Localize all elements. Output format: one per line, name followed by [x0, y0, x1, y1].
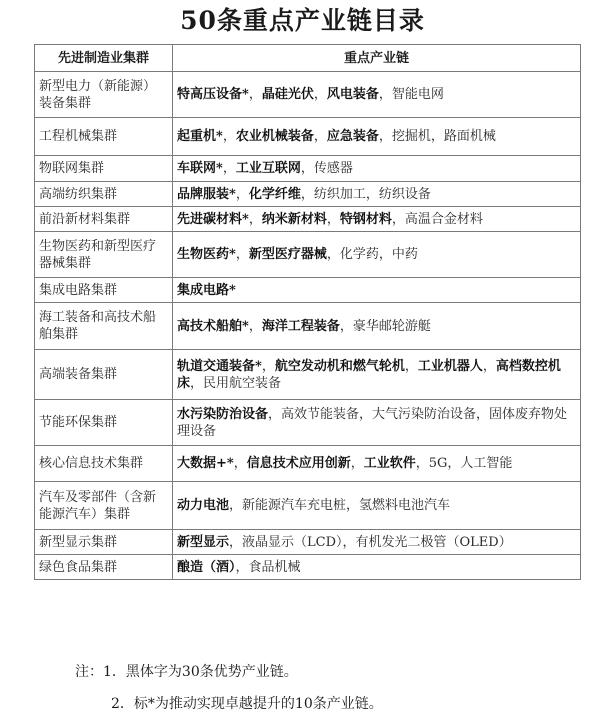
- bold-chain-text: 新型显示: [177, 534, 230, 550]
- chain-text: ，5G，人工智能: [415, 456, 513, 471]
- bold-chain-text: 高档数控机床: [177, 358, 561, 391]
- chain-text: ，豪华邮轮游艇: [339, 318, 431, 334]
- table-row: [35, 72, 581, 118]
- document-title: 50条重点产业链目录: [180, 6, 425, 35]
- cluster-cell: 新型电力（新能源）装备集群: [35, 72, 173, 118]
- table-row: [35, 555, 581, 580]
- cluster-cell: 集成电路集群: [35, 278, 173, 303]
- bold-chain-text: 晶硅光伏: [261, 87, 314, 102]
- bold-chain-text: 集成电路*: [177, 282, 236, 298]
- chain-text: ，: [222, 161, 236, 176]
- cluster-cell: 汽车及零部件（含新能源汽车）集群: [35, 482, 173, 530]
- chain-cell: [173, 530, 581, 555]
- bold-chain-text: 车联网*: [177, 161, 223, 176]
- chain-text: ，民用航空装备: [190, 375, 282, 391]
- table-row: [35, 182, 581, 207]
- table-row: [35, 232, 581, 278]
- bold-chain-text: 风电装备: [326, 87, 379, 102]
- bold-chain-text: 品牌服装*: [177, 186, 236, 202]
- bold-chain-text: 起重机*: [177, 129, 223, 144]
- industry-chain-table: [34, 44, 581, 580]
- chain-cell: [173, 156, 581, 182]
- bold-chain-text: 动力电池: [177, 498, 230, 513]
- chain-cell: [173, 350, 581, 400]
- cluster-cell: 物联网集群: [35, 156, 173, 182]
- cluster-cell: 前沿新材料集群: [35, 207, 173, 232]
- bold-chain-text: 先进碳材料*: [177, 211, 249, 227]
- chain-text: ，: [313, 87, 327, 102]
- bold-chain-text: 特高压设备*: [177, 87, 249, 102]
- bold-chain-text: 工业互联网: [235, 161, 301, 176]
- cluster-cell: 生物医药和新型医疗器械集群: [35, 232, 173, 278]
- table-row: [35, 303, 581, 350]
- note-2: 2．标*为推动实现卓越提升的10条产业链。: [111, 696, 383, 712]
- chain-cell: [173, 232, 581, 278]
- table-row: [35, 446, 581, 482]
- chain-cell: [173, 303, 581, 350]
- bold-chain-text: 酿造（酒）: [177, 559, 236, 575]
- bold-chain-text: 农业机械装备: [235, 129, 314, 144]
- chain-text: ，: [261, 358, 275, 374]
- cluster-cell: 海工装备和高技术船舶集群: [35, 303, 173, 350]
- chain-text: ，: [248, 87, 262, 102]
- chain-text: ，: [235, 247, 249, 262]
- chain-text: ，: [248, 318, 262, 334]
- bold-chain-text: 新型医疗器械: [248, 247, 327, 262]
- chain-cell: [173, 207, 581, 232]
- chain-text: ，: [404, 358, 418, 374]
- chain-text: ，液晶显示（LCD），有机发光二极管（OLED）: [229, 534, 512, 550]
- chain-text: ，: [350, 456, 364, 471]
- chain-cell: [173, 182, 581, 207]
- chain-text: ，新能源汽车充电桩，氢燃料电池汽车: [229, 498, 451, 513]
- chain-text: ，: [235, 186, 249, 202]
- bold-chain-text: 应急装备: [326, 129, 379, 144]
- table-row: [35, 482, 581, 530]
- cluster-cell: 核心信息技术集群: [35, 446, 173, 482]
- chain-cell: [173, 72, 581, 118]
- bold-chain-text: 化学纤维: [248, 186, 301, 202]
- chain-cell: [173, 278, 581, 303]
- header-chain: 重点产业链: [173, 45, 581, 72]
- table-row: [35, 156, 581, 182]
- chain-text: ，: [222, 129, 236, 144]
- chain-cell: [173, 118, 581, 156]
- bold-chain-text: 轨道交通装备*: [177, 358, 262, 374]
- chain-cell: [173, 555, 581, 580]
- chain-cell: [173, 482, 581, 530]
- bold-chain-text: 工业软件: [363, 456, 416, 471]
- chain-cell: [173, 400, 581, 446]
- table-header-row: [35, 45, 581, 72]
- chain-text: ，: [326, 211, 340, 227]
- chain-cell: [173, 446, 581, 482]
- bold-chain-text: 生物医药*: [177, 247, 236, 262]
- chain-text: ，: [313, 129, 327, 144]
- chain-text: ，纺织加工，纺织设备: [300, 186, 431, 202]
- chain-text: ，传感器: [300, 161, 353, 176]
- bold-chain-text: 信息技术应用创新: [246, 456, 351, 471]
- chain-text: ，: [482, 358, 496, 374]
- bold-chain-text: 工业机器人: [417, 358, 483, 374]
- cluster-cell: 工程机械集群: [35, 118, 173, 156]
- cluster-cell: 高端装备集群: [35, 350, 173, 400]
- table-row: [35, 118, 581, 156]
- cluster-cell: 绿色食品集群: [35, 555, 173, 580]
- table-row: [35, 207, 581, 232]
- bold-chain-text: 高技术船舶*: [177, 318, 249, 334]
- cluster-cell: 高端纺织集群: [35, 182, 173, 207]
- note-1: 注：1．黑体字为30条优势产业链。: [75, 664, 298, 680]
- table-row: [35, 278, 581, 303]
- bold-chain-text: 特钢材料: [339, 211, 392, 227]
- cluster-cell: 节能环保集群: [35, 400, 173, 446]
- bold-chain-text: 大数据+*: [177, 456, 234, 471]
- chain-text: ，高温合金材料: [391, 211, 483, 227]
- chain-text: ，化学药，中药: [326, 247, 418, 262]
- table-row: [35, 400, 581, 446]
- chain-text: ，食品机械: [235, 559, 301, 575]
- bold-chain-text: 海洋工程装备: [261, 318, 340, 334]
- chain-text: ，: [248, 211, 262, 227]
- cluster-cell: 新型显示集群: [35, 530, 173, 555]
- chain-text: ，挖掘机，路面机械: [378, 129, 496, 144]
- chain-text: ，智能电网: [378, 87, 444, 102]
- bold-chain-text: 航空发动机和燃气轮机: [274, 358, 405, 374]
- bold-chain-text: 水污染防治设备: [177, 406, 269, 422]
- header-cluster: 先进制造业集群: [35, 45, 173, 72]
- bold-chain-text: 纳米新材料: [261, 211, 327, 227]
- table-row: [35, 530, 581, 555]
- table-row: [35, 350, 581, 400]
- chain-text: ，: [233, 456, 247, 471]
- chain-text: ，高效节能装备，大气污染防治设备，固体废弃物处理设备: [177, 406, 568, 439]
